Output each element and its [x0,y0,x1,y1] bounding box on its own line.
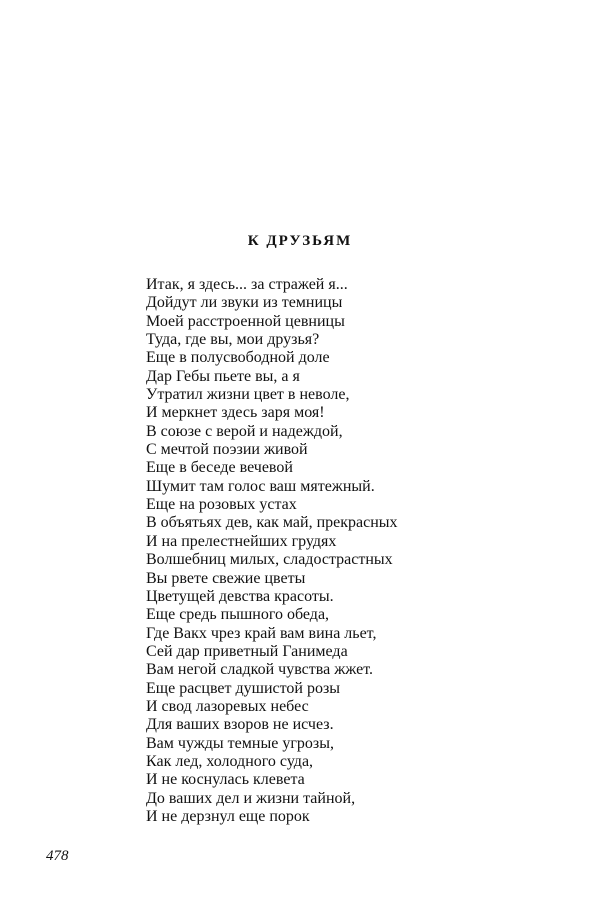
poem-line: Вам чужды темные угрозы, [146,734,334,752]
poem-line: Еще расцвет душистой розы [146,679,341,697]
poem-line: Волшебниц милых, сладострастных [146,551,393,569]
poem-line: Утратил жизни цвет в неволе, [146,386,350,404]
poem-line: Вам негой сладкой чувства жжет. [146,661,373,679]
poem-line: Итак, я здесь... за стражей я... [146,276,348,293]
poem-line: Где Вакх чрез край вам вина льет, [146,624,377,642]
poem-line: Как лед, холодного суда, [146,752,314,770]
poem-line: Шумит там голос ваш мятежный. [146,477,375,495]
poem-line: Дар Гебы пьете вы, а я [146,367,300,385]
poem-line: Вы рвете свежие цветы [146,569,306,587]
poem-line: Для ваших взоров не исчез. [146,716,334,734]
poem-line: Цветущей девства красоты. [146,587,334,605]
poem-line: До ваших дел и жизни тайной, [146,789,356,807]
poem-line: В союзе с верой и надеждой, [146,422,343,440]
poem-line: С мечтой поэзии живой [146,441,308,459]
poem-line: Еще на розовых устах [146,496,297,514]
poem-line: Сей дар приветный Ганимеда [146,642,348,660]
poem-line: И на прелестнейших грудях [146,532,337,550]
page-number: 478 [46,848,69,864]
poem-line: И не коснулась клевета [146,771,305,789]
poem-line: И меркнет здесь заря моя! [146,404,325,422]
poem-line: Еще в беседе вечевой [146,459,293,477]
poem-line: Туда, где вы, мои друзья? [146,331,320,349]
poem-line: Дойдут ли звуки из темницы [146,294,343,312]
poem-line: В объятьях дев, как май, прекрасных [146,514,398,532]
poem-line: И не дерзнул еще порок [146,807,310,825]
poem-line: Еще в полусвободной доле [146,349,330,367]
poem-title: К ДРУЗЬЯМ [247,233,353,249]
poem-line: Еще средь пышного обеда, [146,606,330,624]
poem-line: И свод лазоревых небес [146,697,309,715]
poem-line: Моей расстроенной цевницы [146,312,345,330]
poem-body [146,276,398,826]
